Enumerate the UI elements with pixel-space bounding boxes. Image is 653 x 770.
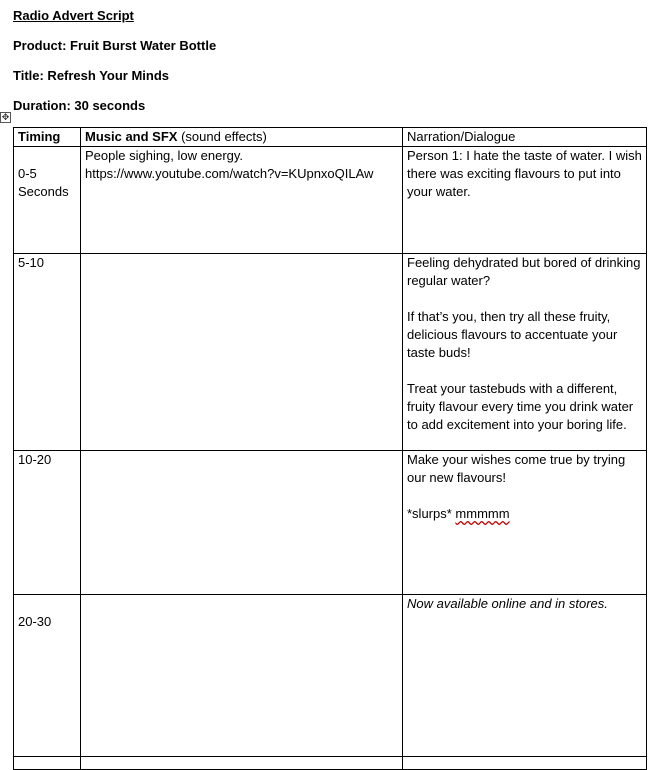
narration-text: Now available online and in stores.	[407, 596, 608, 611]
document-title: Radio Advert Script	[13, 8, 134, 23]
timing-cell	[14, 595, 81, 757]
narration-text	[407, 505, 642, 523]
narration-cell	[403, 147, 647, 254]
narration-cell	[403, 595, 647, 757]
narration-slurps: *slurps*	[407, 506, 456, 521]
timing-label: 20-30	[18, 614, 52, 629]
narration-cell	[403, 254, 647, 451]
header-narration: Narration/Dialogue	[403, 128, 647, 147]
music-text: People sighing, low energy.	[85, 148, 244, 163]
header-music-sfx	[81, 128, 403, 147]
table-move-handle-icon[interactable]: ✥	[1, 112, 10, 122]
narration-cell	[403, 451, 647, 595]
ad-title-line: Title: Refresh Your Minds	[13, 68, 170, 83]
script-table	[13, 127, 647, 770]
timing-label: 0-5 Seconds	[18, 166, 69, 199]
narration-text: Treat your tastebuds with a different, fruity flavour every time you drink water to add excitement into your boring life.	[407, 381, 634, 432]
timing-label: 5-10	[18, 255, 45, 270]
header-timing: Timing	[14, 128, 81, 147]
music-cell	[81, 254, 403, 451]
narration-text: Feeling dehydrated but bored of drinking regular water?	[407, 255, 641, 288]
duration-line: Duration: 30 seconds	[13, 98, 146, 113]
table-row	[14, 595, 647, 757]
table-row	[14, 147, 647, 254]
narration-text: If that’s you, then try all these fruity, delicious flavours to accentuate your taste buds!	[407, 309, 618, 360]
header-music-bold: Music and SFX	[85, 129, 178, 144]
timing-cell	[14, 147, 81, 254]
table-header-row	[14, 128, 647, 147]
table-row	[14, 254, 647, 451]
music-cell	[81, 451, 403, 595]
spellcheck-word: mmmmm	[455, 506, 510, 521]
header-music-rest: (sound effects)	[177, 129, 267, 144]
music-cell	[81, 595, 403, 757]
table-row	[14, 451, 647, 595]
timing-cell	[14, 451, 81, 595]
music-cell	[81, 147, 403, 254]
product-line: Product: Fruit Burst Water Bottle	[13, 38, 217, 53]
narration-text: Make your wishes come true by trying our new flavours!	[407, 452, 626, 485]
music-link[interactable]: https://www.youtube.com/watch?v=KUpnxoQILAw	[85, 166, 374, 181]
timing-label: 10-20	[18, 452, 52, 467]
timing-cell	[14, 254, 81, 451]
narration-text: Person 1: I hate the taste of water. I wish there was exciting flavours to put into your water.	[407, 148, 642, 199]
